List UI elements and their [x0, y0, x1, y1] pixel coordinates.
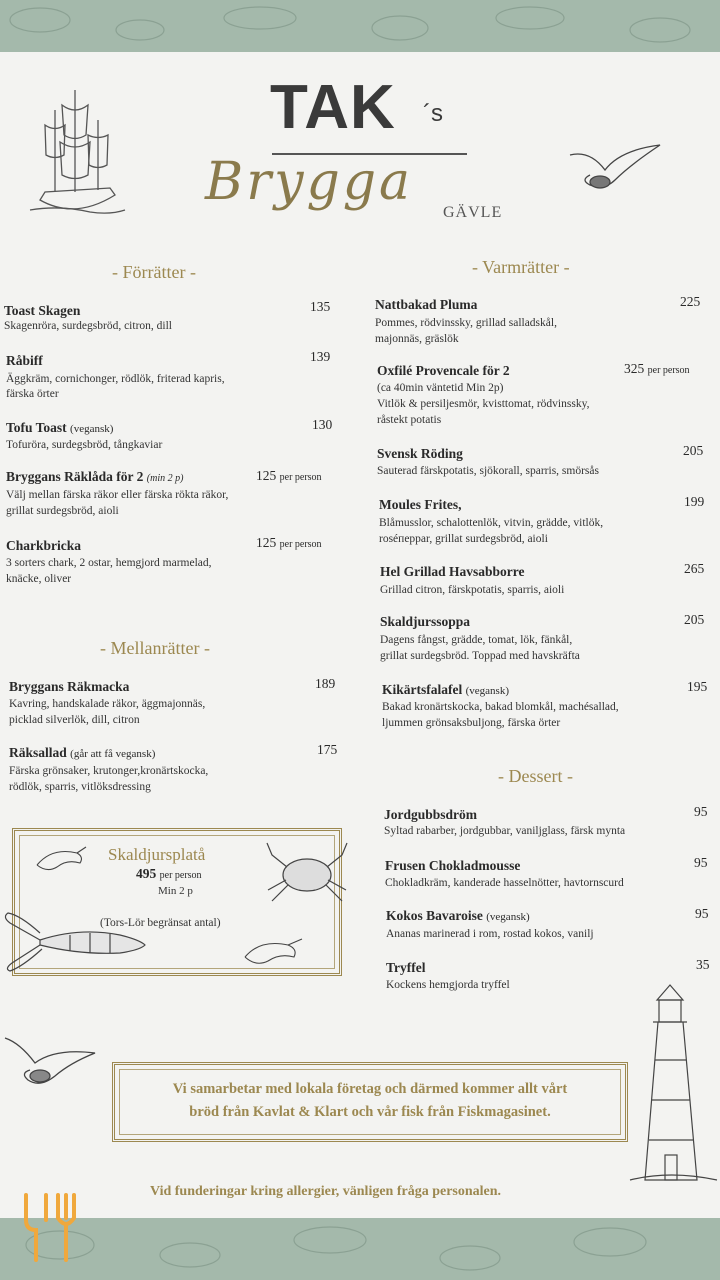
item-price: 130	[312, 417, 333, 432]
item-price: 125 per person	[256, 468, 322, 483]
item-desc: Kavring, handskalade räkor, äggmajonnäs,	[9, 698, 206, 710]
item-name: Nattbakad Pluma	[375, 297, 478, 312]
seagull-illustration	[0, 1028, 100, 1098]
platter-price: 495 per person	[136, 866, 202, 881]
item-desc: Bakad kronärtskocka, bakad blomkål, machésallad,	[382, 701, 619, 713]
item-name: Frusen Chokladmousse	[385, 858, 521, 873]
item-price: 189	[315, 676, 336, 691]
item-desc: Ananas marinerad i rom, rostad kokos, vanilj	[386, 928, 594, 940]
logo-taks: TAK	[270, 73, 396, 142]
cutlery-logo-icon	[18, 1190, 83, 1265]
logo-city: GÄVLE	[443, 204, 503, 221]
item-desc: grillat surdegsbröd, aioli	[6, 505, 119, 517]
lighthouse-illustration	[625, 980, 720, 1205]
ship-illustration	[20, 80, 130, 245]
item-name: Oxfilé Provencale för 2	[377, 363, 510, 378]
item-name: Tofu Toast (vegansk)	[6, 420, 114, 435]
item-desc: majonnäs, gräslök	[375, 333, 459, 345]
crab-icon	[262, 835, 352, 910]
item-price: 95	[694, 855, 708, 870]
item-desc: (ca 40min väntetid Min 2p)	[377, 382, 504, 394]
item-desc: Dagens fångst, grädde, tomat, lök, fänkål,	[380, 634, 573, 646]
item-price: 325 per person	[624, 361, 690, 376]
item-price: 139	[310, 349, 331, 364]
item-desc: 3 sorters chark, 2 ostar, hemgjord marmelad,	[6, 557, 212, 569]
item-desc: Sauterad färskpotatis, sjökorall, sparris, smörsås	[377, 465, 599, 477]
item-name: Bryggans Räkmacka	[9, 679, 130, 694]
item-price: 175	[317, 742, 338, 757]
item-name: Råbiff	[6, 353, 43, 368]
item-price: 35	[696, 957, 710, 972]
item-name: Kikärtsfalafel (vegansk)	[382, 682, 509, 697]
item-desc: ljummen grönsaksbuljong, färska örter	[382, 717, 561, 729]
item-desc: grillat surdegsbröd. Toppad med havskräfta	[380, 650, 580, 662]
section-mellanratter: - Mellanrätter -	[100, 638, 210, 658]
item-desc: Grillad citron, färskpotatis, sparris, aioli	[380, 584, 565, 596]
shrimp-icon	[32, 845, 87, 875]
item-desc: Vitlök & persiljesmör, kvisttomat, rödvinssky,	[377, 398, 590, 410]
item-name: Toast Skagen	[4, 303, 81, 318]
item-desc: råstekt potatis	[377, 414, 442, 426]
item-price: 205	[683, 443, 704, 458]
item-name: Räksallad (går att få vegansk)	[9, 745, 156, 760]
item-desc: Tofuröra, surdegsbröd, tångkaviar	[6, 439, 163, 451]
item-desc: rödlök, sparris, vitlöksdressing	[9, 781, 151, 793]
platter-note: (Tors-Lör begränsat antal)	[100, 917, 221, 929]
item-price: 195	[687, 679, 708, 694]
item-name: Charkbricka	[6, 538, 82, 553]
item-name: Kokos Bavaroise (vegansk)	[386, 908, 530, 923]
item-desc: Syltad rabarber, jordgubbar, vaniljglass, färsk mynta	[384, 825, 626, 837]
item-desc: Äggkräm, cornichonger, rödlök, friterad kapris,	[6, 373, 225, 385]
logo-suffix: ´s	[423, 100, 443, 127]
item-desc: Kockens hemgjorda tryffel	[386, 979, 510, 991]
item-price: 125 per person	[256, 535, 322, 550]
item-price: 95	[694, 804, 708, 819]
item-desc: färska örter	[6, 388, 59, 400]
item-desc: Välj mellan färska räkor eller färska rökta räkor,	[6, 489, 229, 501]
section-forratter: - Förrätter -	[112, 262, 196, 282]
item-name: Moules Frites,	[379, 497, 462, 512]
item-price: 225	[680, 294, 701, 309]
item-name: Bryggans Räklåda för 2 (min 2 p)	[6, 469, 184, 484]
item-price: 95	[695, 906, 709, 921]
item-desc: Pommes, rödvinssky, grillad salladskål,	[375, 317, 557, 329]
shrimp-icon	[240, 935, 305, 970]
item-desc: Chokladkräm, kanderade hasselnötter, havtornscurd	[385, 877, 624, 889]
item-desc: Färska grönsaker, krutonger,kronärtskocka,	[9, 765, 209, 777]
section-varmratter: - Varmrätter -	[472, 257, 570, 277]
item-desc: Skagenröra, surdegsbröd, citron, dill	[4, 320, 172, 332]
item-name: Jordgubbsdröm	[384, 807, 478, 822]
item-price: 265	[684, 561, 705, 576]
item-name: Skaldjurssoppa	[380, 614, 471, 629]
item-price: 205	[684, 612, 705, 627]
item-desc: knäcke, oliver	[6, 573, 72, 585]
lobster-icon	[0, 905, 150, 975]
item-name: Svensk Röding	[377, 446, 463, 461]
platter-min: Min 2 p	[158, 885, 193, 897]
item-name: Tryffel	[386, 960, 426, 975]
item-price: 135	[310, 299, 331, 314]
section-dessert: - Dessert -	[498, 766, 573, 786]
platter-title: Skaldjursplatå	[108, 845, 206, 864]
item-desc: picklad silverlök, dill, citron	[9, 714, 140, 726]
partners-note: Vi samarbetar med lokala företag och därmed kommer allt vårt bröd från Kavlat & Klart och vår fisk från Fiskmagasinet.	[172, 1081, 568, 1120]
seagull-illustration	[565, 140, 665, 210]
item-desc: roséпeppar, grillat surdegsbröd, aioli	[379, 533, 548, 545]
item-desc: Blåmusslor, schalottenlök, vitvin, grädde, vitlök,	[379, 517, 604, 529]
allergy-note: Vid funderingar kring allergier, vänligen fråga personalen.	[150, 1184, 502, 1199]
item-name: Hel Grillad Havsabborre	[380, 564, 525, 579]
item-price: 199	[684, 494, 705, 509]
logo-brygga: Brygga	[205, 152, 414, 212]
